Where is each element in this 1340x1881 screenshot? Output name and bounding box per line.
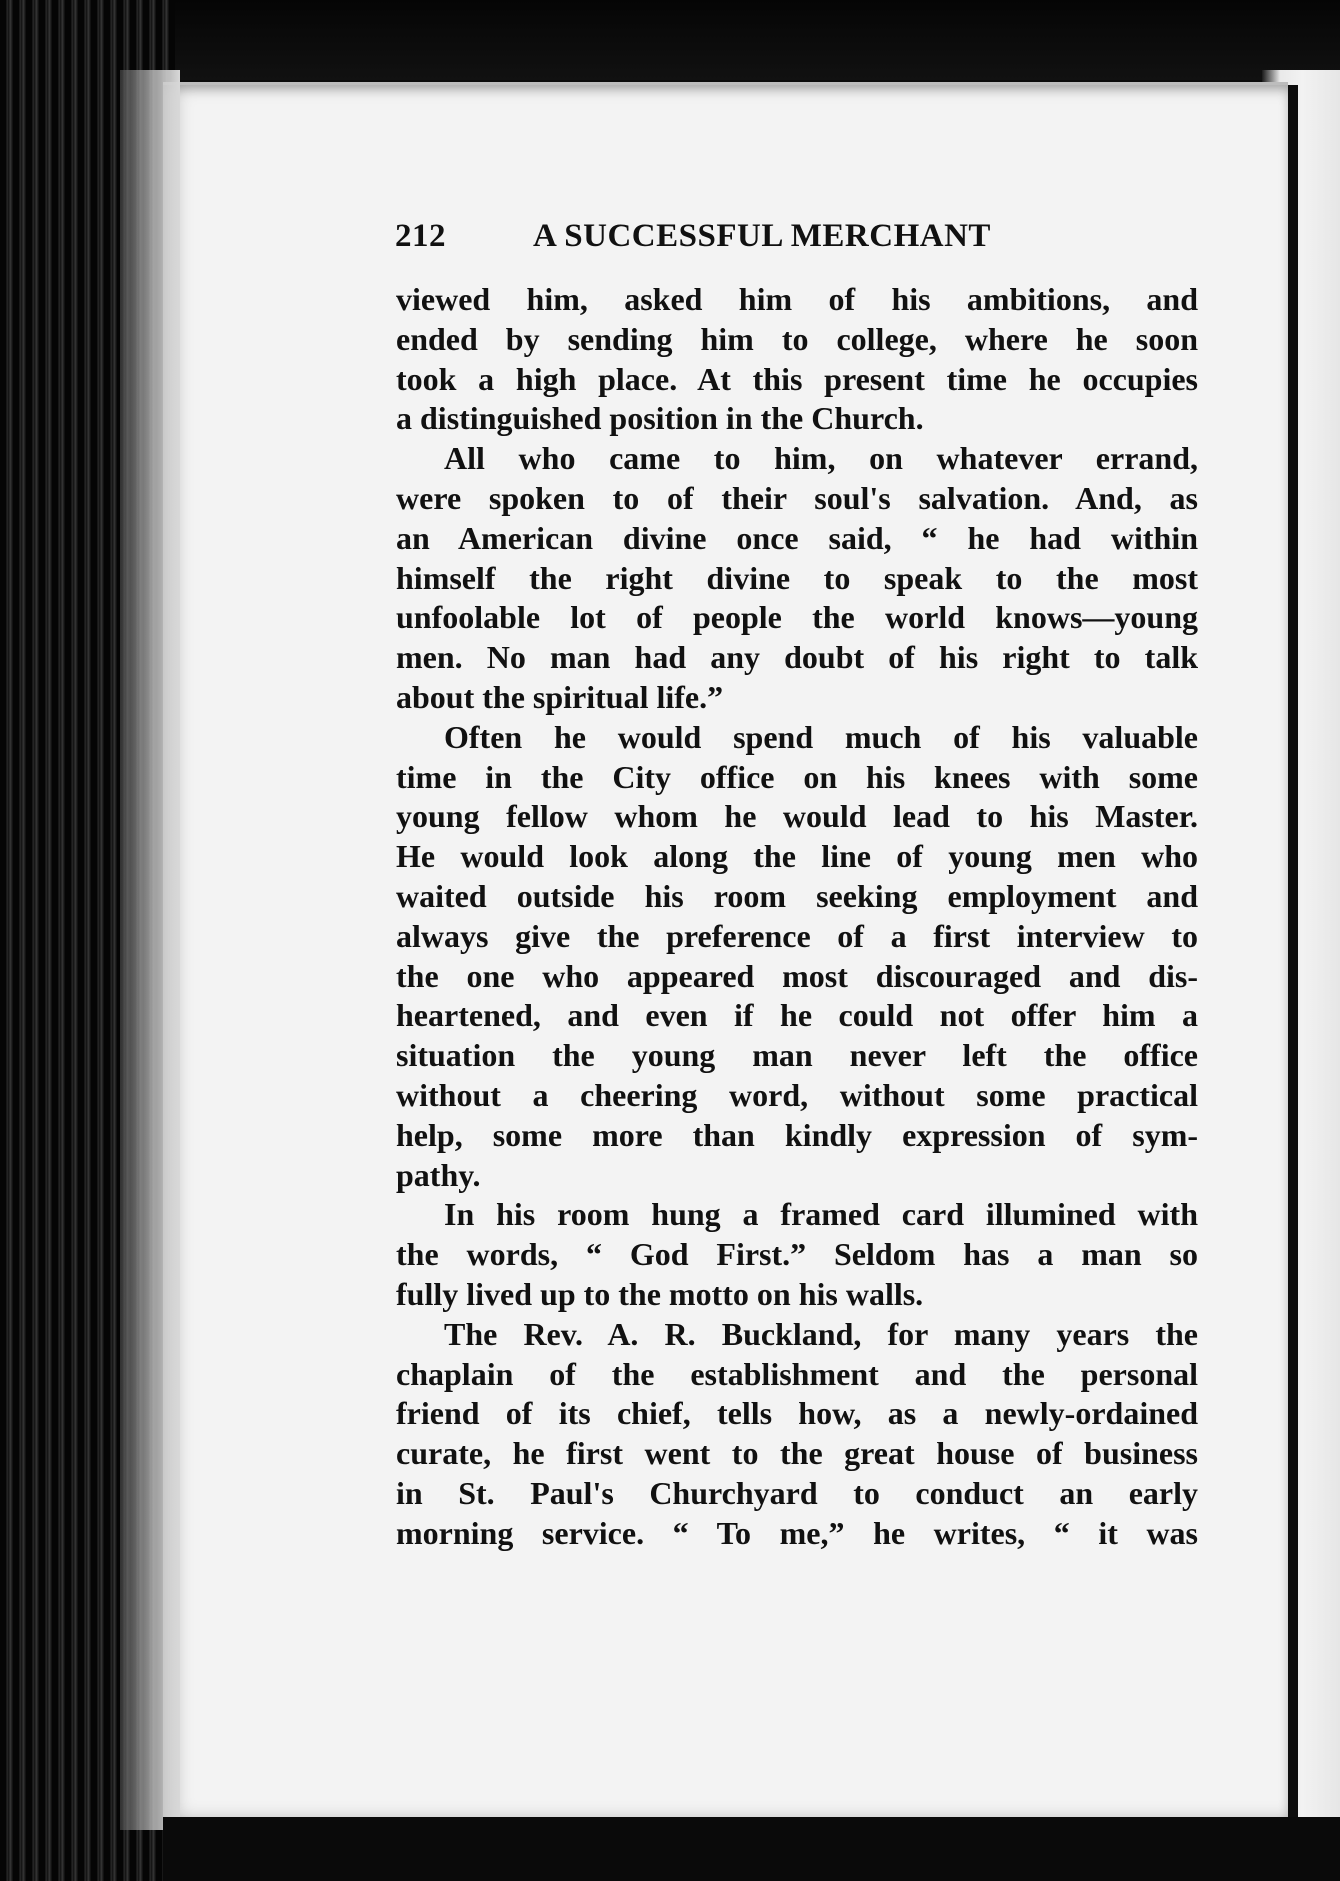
text-line: time in the City office on his knees with some (396, 758, 1198, 795)
text-line: curate, he first went to the great house of business (396, 1435, 1198, 1472)
text-line: young fellow whom he would lead to his Master. (396, 798, 1198, 835)
text-line: chaplain of the establishment and the personal (396, 1355, 1198, 1392)
text-line: always give the preference of a first interview to (396, 917, 1198, 954)
text-line: fully lived up to the motto on his walls. (396, 1275, 924, 1312)
page-number: 212 (395, 218, 446, 254)
text-line: the words, “ God First.” Seldom has a man so (396, 1236, 1198, 1273)
text-line: In his room hung a framed card illumined with (444, 1196, 1198, 1233)
text-line: the one who appeared most discouraged and dis- (396, 957, 1198, 994)
body-text (396, 280, 1198, 1554)
text-line: were spoken to of their soul's salvation. And, as (396, 479, 1198, 516)
text-line: about the spiritual life.” (396, 678, 724, 715)
text-line: heartened, and even if he could not offer him a (396, 997, 1198, 1034)
text-line: friend of its chief, tells how, as a newly-ordained (396, 1395, 1198, 1432)
text-line: help, some more than kindly expression of sym- (396, 1116, 1198, 1153)
running-title: A SUCCESSFUL MERCHANT (533, 218, 991, 254)
text-line: All who came to him, on whatever errand, (444, 440, 1198, 477)
text-line: pathy. (396, 1156, 481, 1193)
text-line: viewed him, asked him of his ambitions, and (396, 281, 1198, 317)
page-curl-shadow (120, 70, 180, 1830)
text-line: The Rev. A. R. Buckland, for many years the (444, 1315, 1198, 1352)
text-line: an American divine once said, “ he had within (396, 519, 1198, 556)
text-line: ended by sending him to college, where he soon (396, 320, 1198, 357)
scan-border-top (0, 0, 1340, 80)
text-line: He would look along the line of young men who (396, 838, 1198, 875)
text-line: himself the right divine to speak to the most (396, 559, 1198, 596)
text-line: a distinguished position in the Church. (396, 400, 924, 437)
text-line: in St. Paul's Churchyard to conduct an early (396, 1474, 1198, 1511)
text-line: morning service. “ To me,” he writes, “ it was (396, 1514, 1198, 1551)
scan-border-bottom (163, 1817, 1340, 1881)
page-gutter-shadow (1288, 85, 1298, 1865)
text-line: situation the young man never left the office (396, 1037, 1198, 1074)
text-line: unfoolable lot of people the world knows—young (396, 599, 1198, 636)
text-line: took a high place. At this present time he occupies (396, 360, 1198, 397)
text-line: without a cheering word, without some practical (396, 1076, 1198, 1113)
text-line: waited outside his room seeking employment and (396, 877, 1198, 914)
text-line: Often he would spend much of his valuable (444, 718, 1198, 755)
text-line: men. No man had any doubt of his right to talk (396, 639, 1198, 676)
running-head (395, 218, 1055, 262)
